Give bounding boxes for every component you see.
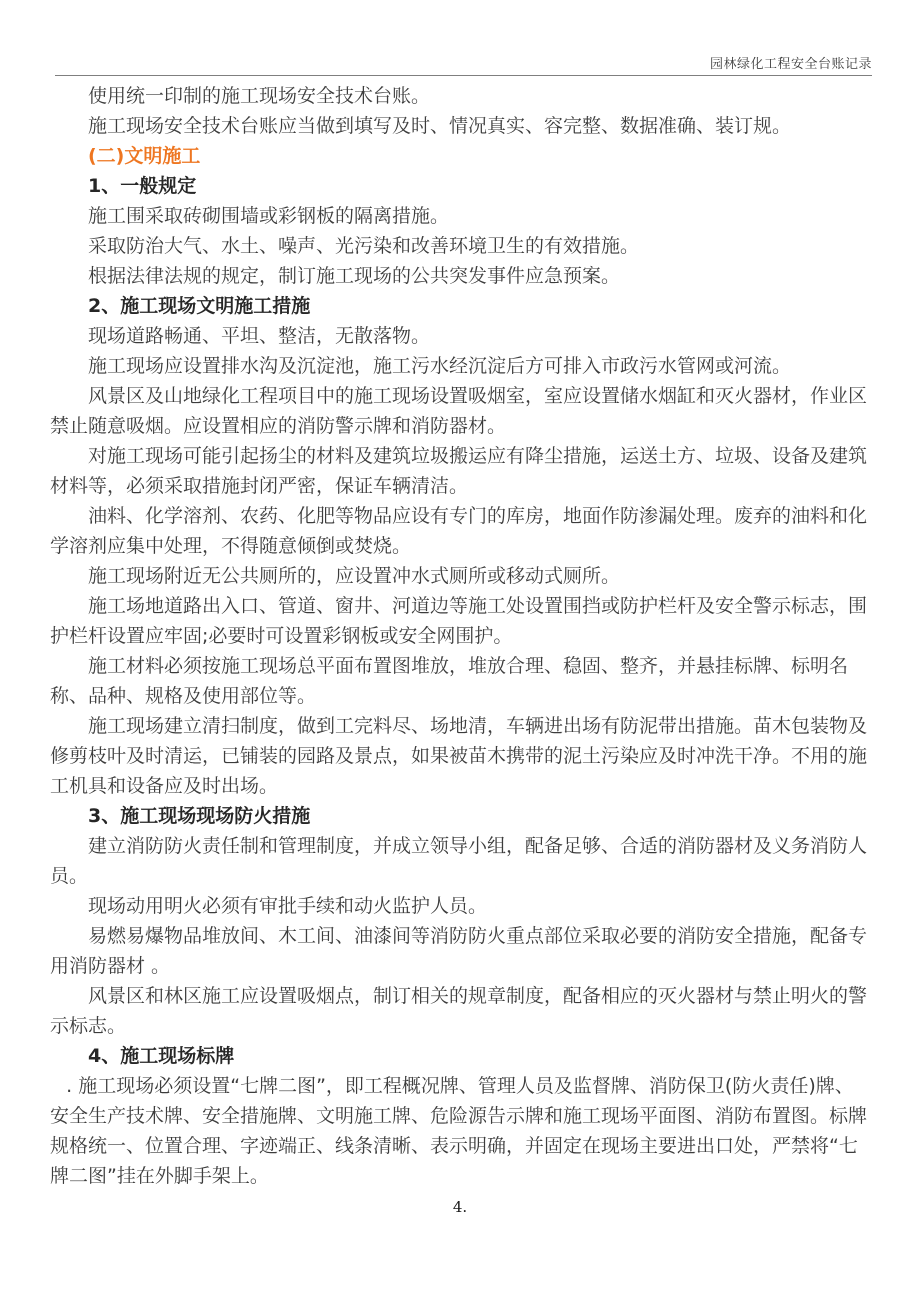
- paragraph: 使用统一印制的施工现场安全技术台账。: [88, 85, 431, 107]
- document-body: [50, 81, 872, 1191]
- section-heading: (二)文明施工: [88, 145, 201, 167]
- page-number: 4.: [452, 1198, 468, 1216]
- paragraph: . 施工现场必须设置“七牌二图”，即工程概况牌、管理人员及监督牌、消防保卫(防火责任)牌、安全生产技术牌、安全措施牌、文明施工牌、危险源告示牌和施工现场平面图、消防布置图。标牌规格统一、位置合理、字迹端正、线条清晰、表示明确，并固定在现场主要进出口处，严禁将“七牌二图”挂在外脚手架上。: [50, 1075, 868, 1187]
- paragraph: 施工场地道路出入口、管道、窗井、河道边等施工处设置围挡或防护栏杆及安全警示标志，围护栏杆设置应牢固;必要时可设置彩钢板或安全网围护。: [50, 595, 868, 647]
- paragraph: 施工现场安全技术台账应当做到填写及时、情况真实、容完整、数据准确、装订规。: [88, 115, 792, 137]
- paragraph: 现场道路畅通、平坦、整洁，无散落物。: [88, 325, 431, 347]
- header-rule: [55, 75, 872, 76]
- subheading: 4、施工现场标牌: [88, 1045, 235, 1067]
- subheading: 2、施工现场文明施工措施: [88, 295, 311, 317]
- paragraph: 对施工现场可能引起扬尘的材料及建筑垃圾搬运应有降尘措施，运送土方、垃圾、设备及建筑材料等，必须采取措施封闭严密，保证车辆清洁。: [50, 445, 868, 497]
- subheading: 1、一般规定: [88, 175, 197, 197]
- paragraph: 采取防治大气、水土、噪声、光污染和改善环境卫生的有效措施。: [88, 235, 640, 257]
- paragraph: 施工围采取砖砌围墙或彩钢板的隔离措施。: [88, 205, 450, 227]
- paragraph: 风景区及山地绿化工程项目中的施工现场设置吸烟室，室应设置储水烟缸和灭火器材，作业区禁止随意吸烟。应设置相应的消防警示牌和消防器材。: [50, 385, 868, 437]
- paragraph: 油料、化学溶剂、农药、化肥等物品应设有专门的库房，地面作防渗漏处理。废弃的油料和化学溶剂应集中处理，不得随意倾倒或焚烧。: [50, 505, 868, 557]
- paragraph: 现场动用明火必须有审批手续和动火监护人员。: [88, 895, 488, 917]
- paragraph: 风景区和林区施工应设置吸烟点，制订相关的规章制度，配备相应的灭火器材与禁止明火的警示标志。: [50, 985, 868, 1037]
- paragraph: 施工材料必须按施工现场总平面布置图堆放，堆放合理、稳固、整齐，并悬挂标牌、标明名称、品种、规格及使用部位等。: [50, 655, 849, 707]
- paragraph: 施工现场应设置排水沟及沉淀池，施工污水经沉淀后方可排入市政污水管网或河流。: [88, 355, 792, 377]
- paragraph: 建立消防防火责任制和管理制度，并成立领导小组，配备足够、合适的消防器材及义务消防人员。: [50, 835, 868, 887]
- paragraph: 易燃易爆物品堆放间、木工间、油漆间等消防防火重点部位采取必要的消防安全措施，配备专用消防器材 。: [50, 925, 868, 977]
- page-header-title: 园林绿化工程安全台账记录: [709, 57, 872, 72]
- paragraph: 施工现场建立清扫制度，做到工完料尽、场地清，车辆进出场有防泥带出措施。苗木包装物及修剪枝叶及时清运，已铺装的园路及景点，如果被苗木携带的泥土污染应及时冲洗干净。不用的施工机具和设备应及时出场。: [50, 715, 868, 797]
- subheading: 3、施工现场现场防火措施: [88, 805, 311, 827]
- paragraph: 根据法律法规的规定，制订施工现场的公共突发事件应急预案。: [88, 265, 621, 287]
- paragraph: 施工现场附近无公共厕所的，应设置冲水式厕所或移动式厕所。: [88, 565, 621, 587]
